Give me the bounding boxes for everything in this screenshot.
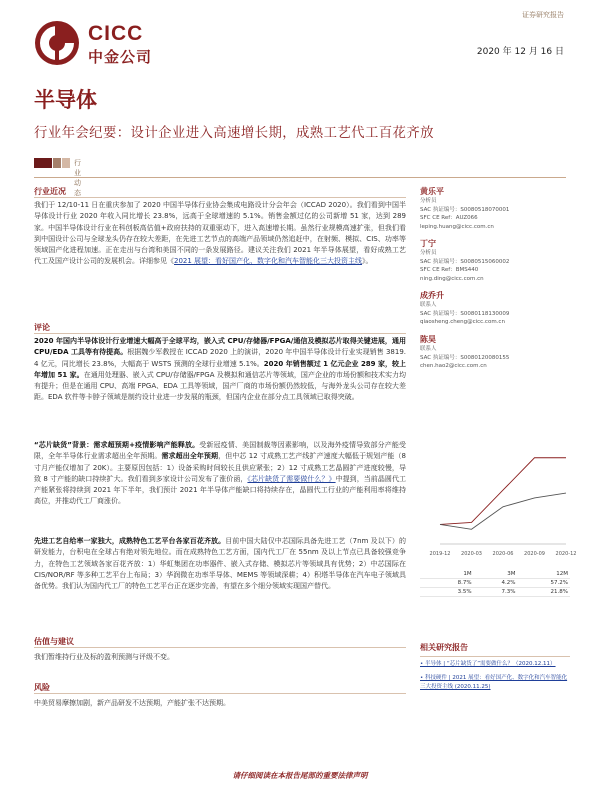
analyst-name: 丁宁 bbox=[420, 239, 436, 248]
table-header-cell bbox=[420, 570, 430, 579]
header-divider bbox=[34, 177, 566, 178]
table-cell bbox=[420, 579, 430, 588]
comment-p2-text2: ，但中芯 12 寸成熟工艺产线扩产速度大幅低于规划产能（8 寸月产能仅增加了 20K）。主要原因包括：1）设备采购时间较长且供应紧张；2）12 寸成熟工艺晶圆扩产进度较慢，导致 8 寸产能的缺口持续扩大。我们看到多家设计公司发布了涨价函， bbox=[34, 452, 407, 483]
analyst-detail: SFC CE Ref：AUZ066 bbox=[420, 215, 478, 221]
analyst-role: 分析员 bbox=[420, 250, 437, 256]
table-cell bbox=[420, 588, 430, 597]
table-header-cell: 12M bbox=[518, 570, 570, 579]
related-report-text[interactable]: • 半导体 | “芯片缺货了”需要做什么？（2020.12.11） bbox=[420, 661, 556, 667]
x-tick-label: 2020-12 bbox=[555, 551, 577, 557]
comment-paragraph-1 bbox=[34, 336, 406, 436]
table-cell: 7.3% bbox=[474, 588, 518, 597]
comment-p1-bold: 2020 年国内半导体设计行业增速大幅高于全球平均，嵌入式 CPU/存储器/FPGA/通信及模拟芯片取得关键进展，通用 CPU/EDA 工具等有待提高。 bbox=[34, 337, 406, 357]
comment-paragraph-2 bbox=[34, 440, 406, 532]
related-report-link[interactable] bbox=[420, 660, 570, 669]
x-tick-label: 2020-06 bbox=[492, 551, 514, 557]
performance-table bbox=[420, 570, 570, 597]
report-date: 2020 年 12 月 16 日 bbox=[476, 47, 564, 57]
comment-p2-bold2: 需求超出全年预期 bbox=[161, 452, 219, 461]
table-row bbox=[420, 588, 570, 597]
analyst-email[interactable]: chen.hao2@cicc.com.cn bbox=[420, 363, 487, 369]
analyst-detail: SFC CE Ref：BMS440 bbox=[420, 267, 479, 273]
table-row bbox=[420, 579, 570, 588]
tag-bars-icon bbox=[34, 158, 70, 168]
comment-p2-link[interactable]: 《芯片缺货了需要做什么？》 bbox=[247, 474, 336, 483]
cicc-logo bbox=[34, 20, 164, 70]
x-tick-label: 2020-03 bbox=[461, 551, 482, 557]
section-heading-risk: 风险 bbox=[34, 683, 50, 692]
analyst-block bbox=[420, 290, 570, 327]
related-reports-heading: 相关研究报告 bbox=[420, 643, 468, 652]
comment-p1-bold2: 2020 年销售额过 1 亿元企业 289 家，较上年增加 51 家。 bbox=[34, 359, 407, 379]
section-heading-valuation: 估值与建议 bbox=[34, 637, 74, 646]
chart-svg bbox=[420, 440, 577, 560]
overview-tail: 》。 bbox=[362, 257, 373, 266]
sector-title: 半导体 bbox=[34, 88, 97, 112]
analyst-block bbox=[420, 186, 570, 231]
related-report-text[interactable]: • 科技硬件 | 2021 展望：看好国产化、数字化和汽车智能化三大投资主线 (2020.11.25) bbox=[420, 675, 568, 690]
analyst-email[interactable]: ning.ding@cicc.com.cn bbox=[420, 275, 484, 282]
series-line-2 bbox=[440, 493, 566, 529]
analyst-role: 联系人 bbox=[420, 302, 437, 308]
table-cell: 21.8% bbox=[518, 588, 570, 597]
section-divider bbox=[420, 656, 570, 657]
comment-paragraph-3 bbox=[34, 536, 406, 626]
section-divider bbox=[34, 333, 406, 334]
comment-p2-bold: “芯片缺货”背景：需求超预期+疫情影响产能释放。 bbox=[34, 441, 200, 449]
related-report-link[interactable] bbox=[420, 674, 570, 692]
table-cell: 57.2% bbox=[518, 579, 570, 588]
report-title: 行业年会纪要：设计企业进入高速增长期，成熟工艺代工百花齐放 bbox=[34, 126, 434, 141]
analyst-block bbox=[420, 334, 570, 371]
section-divider bbox=[34, 693, 406, 694]
table-cell: 4.2% bbox=[474, 579, 518, 588]
analyst-email[interactable]: leping.huang@cicc.com.cn bbox=[420, 223, 494, 230]
risk-text: 中美贸易摩擦加剧，新产品研发不达预期，产能扩张不达预期。 bbox=[34, 699, 230, 707]
table-cell: 8.7% bbox=[430, 579, 474, 588]
footer-disclaimer: 请仔细阅读在本报告尾部的重要法律声明 bbox=[232, 771, 368, 780]
table-header-row bbox=[420, 570, 570, 579]
valuation-text: 我们暂维持行业及标的盈利预测与评级不变。 bbox=[34, 653, 174, 661]
analyst-role: 分析员 bbox=[420, 198, 437, 204]
analyst-detail: SAC 执证编号：S0080118130009 bbox=[420, 310, 510, 317]
comment-p1-text: 根据魏少军教授在 ICCAD 2020 上的演讲，2020 年中国半导体设计行业实现销售 3819.4 亿元，同比增长 23.8%，大幅高于 WSTS 预测的全球行业增速 5.1%。 bbox=[34, 348, 406, 368]
analyst-block bbox=[420, 238, 570, 283]
overview-link[interactable]: 2021 展望：看好国产化、数字化和汽车智能化三大投资主线 bbox=[174, 257, 363, 266]
section-heading-overview: 行业近况 bbox=[34, 187, 66, 196]
table-cell: 3.5% bbox=[430, 588, 474, 597]
table-header-cell: 1M bbox=[430, 570, 474, 579]
analyst-detail: SAC 执证编号：S0080120080155 bbox=[420, 354, 510, 361]
x-tick-label: 2019-12 bbox=[429, 551, 451, 557]
analyst-name: 陈昊 bbox=[420, 335, 436, 344]
logo-text-cn: 中金公司 bbox=[88, 48, 153, 66]
report-type: 证券研究报告 bbox=[522, 11, 564, 19]
overview-paragraph bbox=[34, 200, 406, 318]
x-tick-label: 2020-09 bbox=[524, 551, 545, 557]
comment-p3-bold: 先进工艺自给率一家独大，成熟特色工艺平台各家百花齐放。 bbox=[34, 537, 226, 545]
overview-text: 我们于 12/10-11 日在重庆参加了 2020 中国半导体行业协会集成电路设计分会年会（ICCAD 2020）。我们看到中国半导体设计行业 2020 年收入同比增长 23.8%，远高于全球增速的 5.1%。销售金额过亿的公司新增 51 家，达到 289 家。中国半导体设计行业在科创板高估值+政府扶持的双重驱动下，进入高速增长期。虽然行业规模高速扩张，但我们看到中国设计公司与全球龙头仍存在较大差距，在先进工艺节点的高端产品领域仍然追赶中，在射频、模拟、CIS、功率等领域国产化进程加速。正在走出与台湾和美国不同的一条发展路径。建议关注我们 2021 年半导体展望，看好成熟工艺代工及国产设计公司的发展机会。详细参见《 bbox=[34, 201, 406, 266]
comment-p2-text: 受新冠疫情、美国制裁等因素影响，以及海外疫情导致部分产能受限，全年半导体行业需求超出全年预期。 bbox=[34, 441, 406, 461]
analyst-detail: SAC 执证编号：S0080515060002 bbox=[420, 258, 510, 265]
series-line-1 bbox=[440, 458, 566, 525]
section-divider bbox=[34, 197, 406, 198]
comment-p3-text: 目前中国大陆仅中芯国际具备先进工艺（7nm 及以下）的研发能力，台积电在全球占有绝对领先地位。而在成熟特色工艺方面，国内代工厂在 55nm 及以上节点已具备较强竞争力，在特色工艺领域各家百花齐放：1）华虹集团在功率器件、嵌入式存储、模拟芯片等领域具有优势；2）中芯国际在 CIS/NOR/RF 等多种工艺平台上布局；3）华润微在功率半导体、MEMS 等领域深耕；4）积塔半导体在汽车电子领域具备优势。我们认为国内代工厂的特色工艺平台正在逐步完善，有望在多个细分领域实现国产替代。 bbox=[34, 537, 407, 591]
analyst-detail: SAC 执证编号：S0080518070001 bbox=[420, 206, 510, 213]
analyst-email[interactable]: qiaosheng.cheng@cicc.com.cn bbox=[420, 319, 505, 325]
section-heading-comment: 评论 bbox=[34, 323, 50, 332]
tag-label: 行业动态 bbox=[74, 159, 81, 197]
table-header-cell: 3M bbox=[474, 570, 518, 579]
comment-p2-text3: 中提到，当前晶圆代工产能紧张将持续到 2021 年下半年，我们预计 2021 年半导体产能缺口将持续存在，晶圆代工行业的产能利用率将维持高位，并推动代工厂商涨价。 bbox=[34, 474, 407, 506]
analyst-role: 联系人 bbox=[420, 346, 437, 352]
cicc-logo-icon bbox=[34, 20, 80, 66]
section-divider bbox=[34, 647, 406, 648]
analyst-name: 成乔升 bbox=[420, 291, 444, 300]
comment-p1-text2: 在通用处理器、嵌入式 CPU/存储器/FPGA 及模拟和通信芯片等领域，国产企业的市场份额和技术实力均有提升；但是在通用 CPU、高端 FPGA、EDA 工具等领域，国产厂商的市场份额仍然较低，与海外龙头公司存在较大差距。EDA 软件等卡脖子领域是制约设计业进一步发展的瓶颈，但国内企业在部分点工具领域已取得突破。 bbox=[34, 370, 407, 402]
logo-text-en: CICC bbox=[88, 22, 144, 45]
analyst-name: 黄乐平 bbox=[420, 187, 444, 196]
